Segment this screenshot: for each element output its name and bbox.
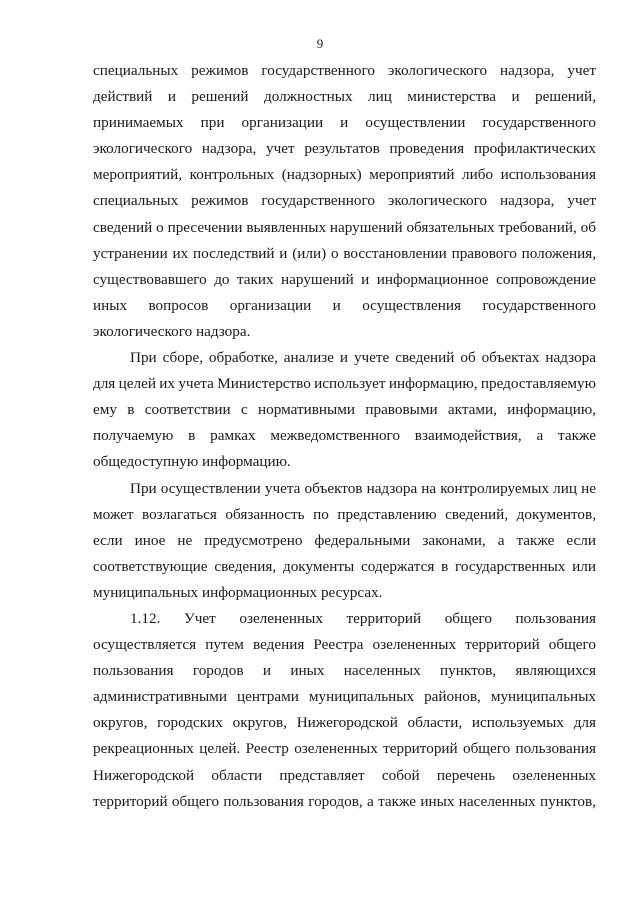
text-line: 1.12. Учет озелененных территорий общего пользования bbox=[130, 609, 596, 627]
text-line: может возлагаться обязанность по представлению сведений, документов, bbox=[93, 505, 596, 523]
text-line: пользования городов и иных населенных пунктов, являющихся bbox=[93, 662, 596, 680]
paragraph-4 bbox=[93, 606, 596, 815]
text-line: При осуществлении учета объектов надзора на контролируемых лиц не bbox=[130, 479, 596, 497]
text-line: для целей их учета Министерство использует информацию, предоставляемую bbox=[93, 375, 596, 393]
page-number: 9 bbox=[316, 36, 324, 51]
text-line: административными центрами муниципальных районов, муниципальных bbox=[93, 688, 596, 706]
text-line: рекреационных целей. Реестр озелененных территорий общего пользования bbox=[93, 740, 596, 758]
text-line: экологического надзора, учет результатов проведения профилактических bbox=[93, 140, 596, 158]
text-line: территорий общего пользования городов, а также иных населенных пунктов, bbox=[93, 792, 596, 810]
text-line: устранении их последствий и (или) о восстановлении правового положения, bbox=[93, 244, 596, 262]
text-line: иных вопросов организации и осуществления государственного bbox=[93, 296, 596, 314]
text-line: специальных режимов государственного экологического надзора, учет bbox=[93, 62, 596, 79]
text-line: действий и решений должностных лиц министерства и решений, bbox=[93, 88, 596, 106]
text-line: ему в соответствии с нормативными правовыми актами, информацию, bbox=[93, 401, 596, 419]
text-line: специальных режимов государственного экологического надзора, учет bbox=[93, 192, 596, 210]
paragraph-1 bbox=[93, 58, 596, 345]
text-line: общедоступную информацию. bbox=[93, 453, 291, 471]
document-body bbox=[93, 58, 596, 815]
text-line: мероприятий, контрольных (надзорных) мероприятий либо использования bbox=[93, 166, 596, 184]
text-line: Нижегородской области представляет собой перечень озелененных bbox=[93, 766, 596, 784]
text-line: если иное не предусмотрено федеральными законами, а также если bbox=[93, 531, 596, 549]
text-line: соответствующие сведения, документы содержатся в государственных или bbox=[93, 557, 596, 575]
paragraph-2 bbox=[93, 345, 596, 475]
text-line: муниципальных информационных ресурсах. bbox=[93, 583, 383, 601]
text-line: сведений о пресечении выявленных нарушений обязательных требований, об bbox=[93, 218, 596, 236]
paragraph-3 bbox=[93, 476, 596, 606]
text-line: принимаемых при организации и осуществлении государственного bbox=[93, 114, 596, 132]
text-line: существовавшего до таких нарушений и информационное сопровождение bbox=[93, 270, 596, 288]
text-line: осуществляется путем ведения Реестра озелененных территорий общего bbox=[93, 636, 596, 654]
text-line: экологического надзора. bbox=[93, 322, 251, 340]
text-line: округов, городских округов, Нижегородской области, используемых для bbox=[93, 714, 596, 732]
text-line: получаемую в рамках межведомственного взаимодействия, а также bbox=[93, 427, 596, 445]
text-line: При сборе, обработке, анализе и учете сведений об объектах надзора bbox=[130, 349, 596, 367]
